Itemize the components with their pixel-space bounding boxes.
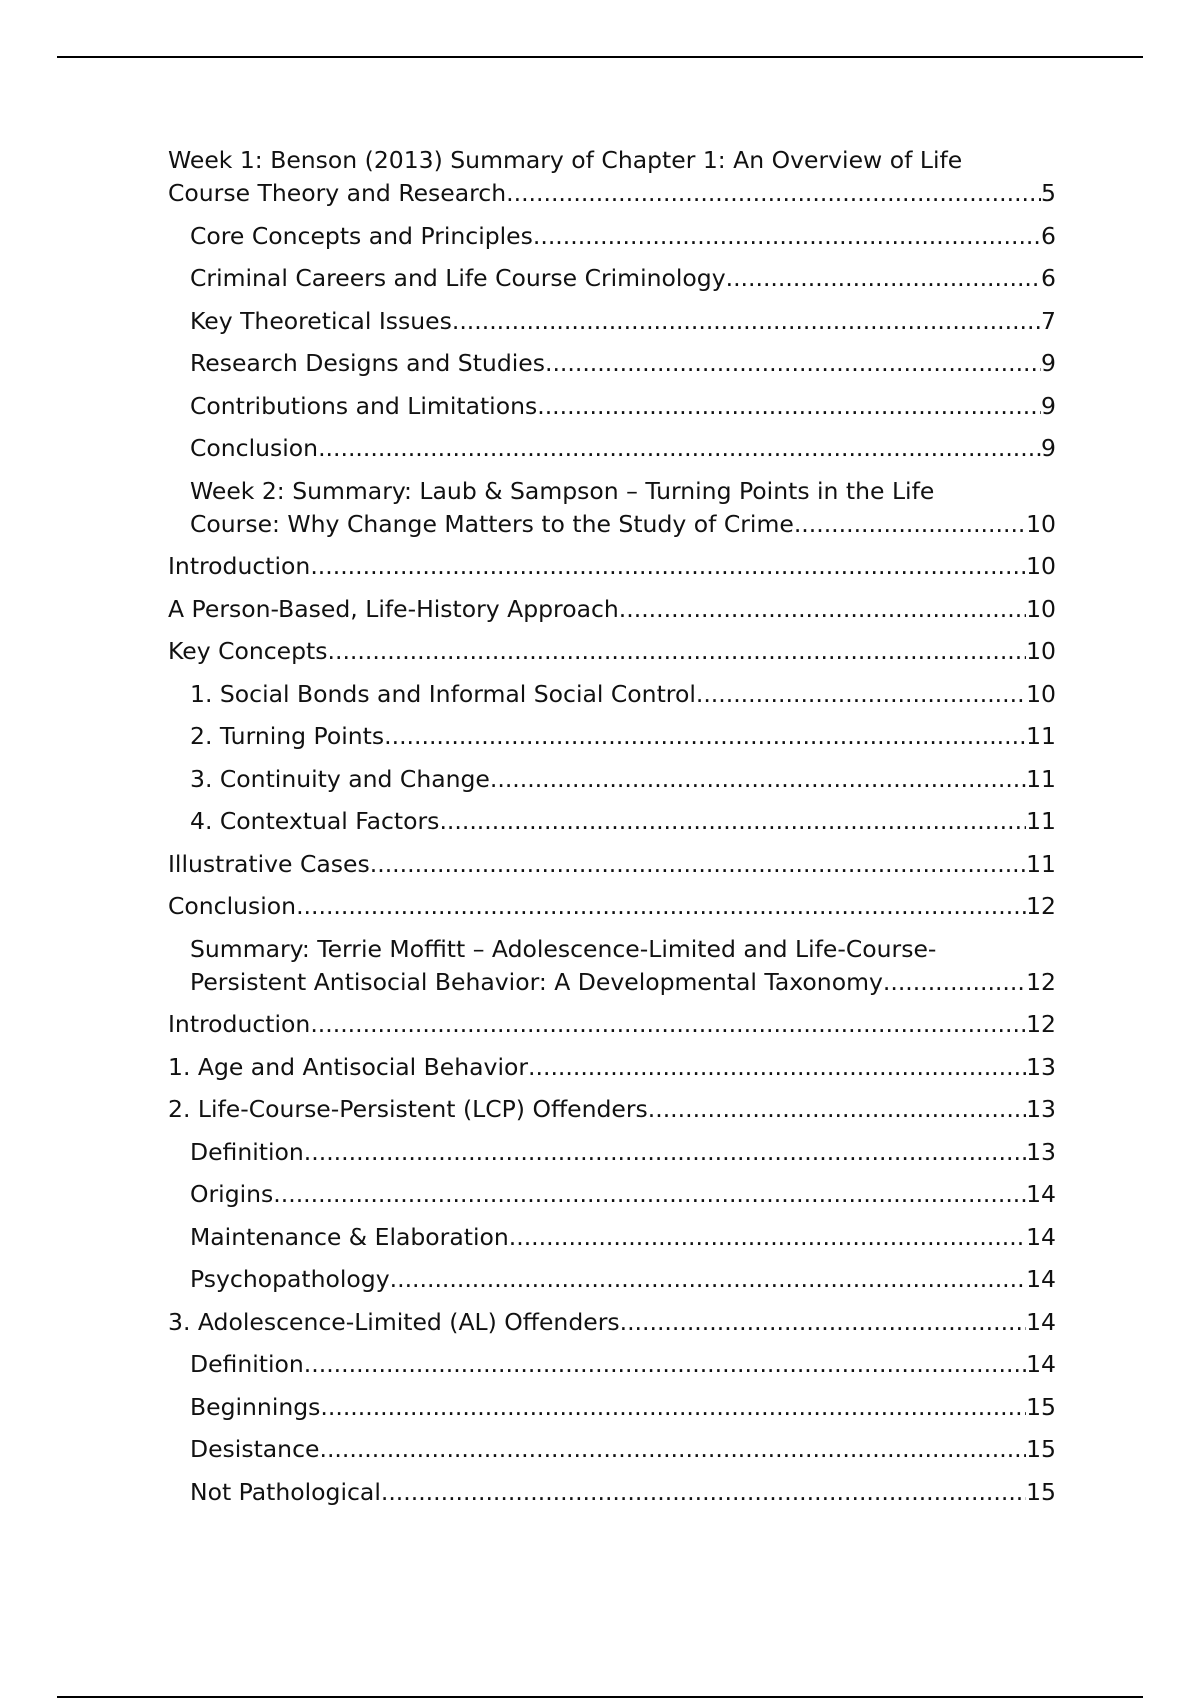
dot-leader [452,305,1041,338]
dot-leader [370,848,1026,881]
toc-page-number: 10 [1026,552,1056,580]
dot-leader [696,678,1026,711]
toc-page-number: 12 [1026,1010,1056,1038]
toc-entry-title: Definition [190,1137,304,1166]
toc-entry[interactable] [168,1008,1056,1041]
toc-page-number: 13 [1026,1095,1056,1123]
toc-page-number: 11 [1026,807,1056,835]
toc-entry-title: Origins [190,1180,274,1208]
toc-entry-row [168,1051,1056,1084]
toc-page-number: 6 [1041,221,1056,250]
toc-entry-title: A Person-Based, Life-History Approach [168,594,619,623]
toc-entry-row [168,635,1056,668]
toc-entry-row [168,1306,1056,1339]
toc-entry-row [190,220,1056,253]
toc-entry-title: 4. Contextual Factors [190,807,440,835]
toc-entry-row [190,1263,1056,1296]
toc-entry-row [190,262,1056,295]
toc-page-number: 14 [1026,1265,1056,1293]
dot-leader [310,1008,1026,1041]
toc-entry-row [190,763,1056,796]
toc-entry-row [168,1008,1056,1041]
toc-entry[interactable] [168,1221,1056,1254]
dot-leader [490,763,1026,796]
toc-entry[interactable] [168,220,1056,253]
toc-page-number: 6 [1041,264,1056,292]
dot-leader [620,1306,1026,1339]
toc-entry-title: Key Concepts [168,637,328,665]
toc-entry-title: 1. Social Bonds and Informal Social Control [190,679,696,708]
toc-entry[interactable] [168,933,1056,999]
toc-page-number: 9 [1041,391,1056,420]
toc-entry-row [190,678,1056,711]
toc-entry-row [190,1178,1056,1211]
toc-entry-title: Not Pathological [190,1477,381,1506]
toc-entry[interactable] [168,805,1056,838]
toc-entry[interactable] [168,432,1056,465]
toc-entry-row [190,720,1056,753]
toc-page-number: 5 [1041,179,1056,207]
toc-entry-title: 2. Life-Course-Persistent (LCP) Offenders [168,1095,648,1123]
toc-entry-title: Introduction [168,552,311,580]
toc-page-number: 9 [1041,349,1056,377]
toc-entry-title: Introduction [168,1010,311,1038]
toc-entry-row [168,593,1056,626]
toc-entry-title: 1. Age and Antisocial Behavior [168,1052,529,1081]
toc-page-number: 13 [1026,1137,1056,1166]
toc-page-number: 9 [1041,434,1056,462]
toc-entry-title: Psychopathology [190,1265,390,1293]
dot-leader [528,1051,1026,1084]
toc-entry-title: 2. Turning Points [190,722,385,750]
toc-page-number: 12 [1026,967,1056,996]
dot-leader [390,1263,1026,1296]
toc-page-number: 11 [1026,849,1056,878]
toc-entry[interactable] [168,1051,1056,1084]
dot-leader [883,966,1026,999]
toc-page-number: 14 [1026,1307,1056,1336]
toc-page-number: 14 [1026,1222,1056,1251]
toc-entry-title: Conclusion [168,892,297,920]
toc-entry-row [190,1476,1056,1509]
toc-entry[interactable] [168,1433,1056,1466]
toc-entry[interactable] [168,635,1056,668]
toc-entry-title: Research Designs and Studies [190,349,545,377]
dot-leader [439,805,1026,838]
toc-page-number: 12 [1026,892,1056,920]
toc-entry-title: Maintenance & Elaboration [190,1222,509,1251]
toc-entry-title: 3. Continuity and Change [190,764,490,793]
toc-entry-title-line1: Week 1: Benson (2013) Summary of Chapter 1: An Overview of Life [168,146,963,174]
toc-entry[interactable] [168,475,1056,541]
toc-entry[interactable] [168,347,1056,380]
toc-entry[interactable] [168,550,1056,583]
toc-entry[interactable] [168,390,1056,423]
toc-page-number: 7 [1041,306,1056,335]
dot-leader [533,220,1041,253]
toc-page-number: 13 [1026,1052,1056,1081]
toc-entry[interactable] [168,1306,1056,1339]
dot-leader [273,1178,1026,1211]
dot-leader [328,635,1027,668]
toc-entry-row [190,432,1056,465]
dot-leader [537,390,1041,423]
toc-entry[interactable] [168,1476,1056,1509]
toc-entry[interactable] [168,305,1056,338]
dot-leader [794,508,1026,541]
toc-entry[interactable] [168,1178,1056,1211]
dot-leader [318,432,1041,465]
dot-leader [320,1391,1026,1424]
dot-leader [310,550,1026,583]
toc-page-number: 14 [1026,1180,1056,1208]
toc-entry[interactable] [168,1093,1056,1126]
footer-rule [57,1696,1143,1698]
toc-entry-row [190,347,1056,380]
toc-entry-row [190,390,1056,423]
toc-entry-row [168,177,1056,210]
toc-entry[interactable] [168,1263,1056,1296]
toc-entry[interactable] [168,848,1056,881]
dot-leader [726,262,1041,295]
table-of-contents [168,144,1056,1518]
toc-page-number: 11 [1026,764,1056,793]
toc-page-number: 15 [1026,1392,1056,1421]
toc-entry-row [168,848,1056,881]
dot-leader [319,1433,1026,1466]
toc-entry-row [190,508,1056,541]
toc-entry[interactable] [168,763,1056,796]
toc-entry[interactable] [168,678,1056,711]
toc-entry[interactable] [168,1136,1056,1169]
toc-entry-row [190,1391,1056,1424]
toc-page-number: 10 [1026,637,1056,665]
toc-entry-row [168,890,1056,923]
toc-page-number: 15 [1026,1435,1056,1463]
toc-entry-row [168,550,1056,583]
toc-entry-title: Key Theoretical Issues [190,306,452,335]
toc-page-number: 15 [1026,1477,1056,1506]
dot-leader [506,177,1041,210]
toc-entry-title: Contributions and Limitations [190,391,538,420]
toc-entry-title: Persistent Antisocial Behavior: A Developmental Taxonomy [190,967,883,996]
toc-entry[interactable] [168,890,1056,923]
toc-entry-row [190,1136,1056,1169]
dot-leader [381,1476,1026,1509]
toc-entry[interactable] [168,720,1056,753]
dot-leader [304,1136,1026,1169]
toc-entry-title: Course Theory and Research [168,179,507,207]
toc-entry-title: Course: Why Change Matters to the Study of Crime [190,509,794,538]
toc-page-number: 10 [1026,679,1056,708]
toc-entry-title: Definition [190,1350,304,1378]
toc-entry[interactable] [168,1348,1056,1381]
toc-page-number: 14 [1026,1350,1056,1378]
dot-leader [545,347,1041,380]
toc-entry[interactable] [168,144,1056,210]
toc-page-number: 10 [1026,594,1056,623]
toc-entry[interactable] [168,593,1056,626]
toc-page-number: 10 [1026,509,1056,538]
toc-entry-title-line1: Week 2: Summary: Laub & Sampson – Turning Points in the Life [190,476,935,505]
toc-entry-row [190,1433,1056,1466]
toc-entry-row [168,1093,1056,1126]
toc-entry[interactable] [168,1391,1056,1424]
dot-leader [619,593,1026,626]
toc-entry-row [190,805,1056,838]
toc-entry-row [190,966,1056,999]
dot-leader [509,1221,1026,1254]
toc-entry-title-line1: Summary: Terrie Moffitt – Adolescence-Limited and Life-Course- [190,934,937,963]
header-rule [57,56,1143,58]
dot-leader [648,1093,1026,1126]
toc-entry-title: Illustrative Cases [168,849,370,878]
toc-entry-row [190,1348,1056,1381]
toc-entry-title: Beginnings [190,1392,321,1421]
toc-entry-row [190,1221,1056,1254]
toc-entry-title: Conclusion [190,434,319,462]
toc-page-number: 11 [1026,722,1056,750]
toc-entry-title: Criminal Careers and Life Course Criminology [190,264,726,292]
dot-leader [304,1348,1026,1381]
dot-leader [384,720,1026,753]
toc-entry[interactable] [168,262,1056,295]
toc-entry-row [190,305,1056,338]
toc-entry-title: Desistance [190,1435,320,1463]
toc-entry-title: 3. Adolescence-Limited (AL) Offenders [168,1307,620,1336]
toc-entry-title: Core Concepts and Principles [190,221,533,250]
dot-leader [296,890,1026,923]
